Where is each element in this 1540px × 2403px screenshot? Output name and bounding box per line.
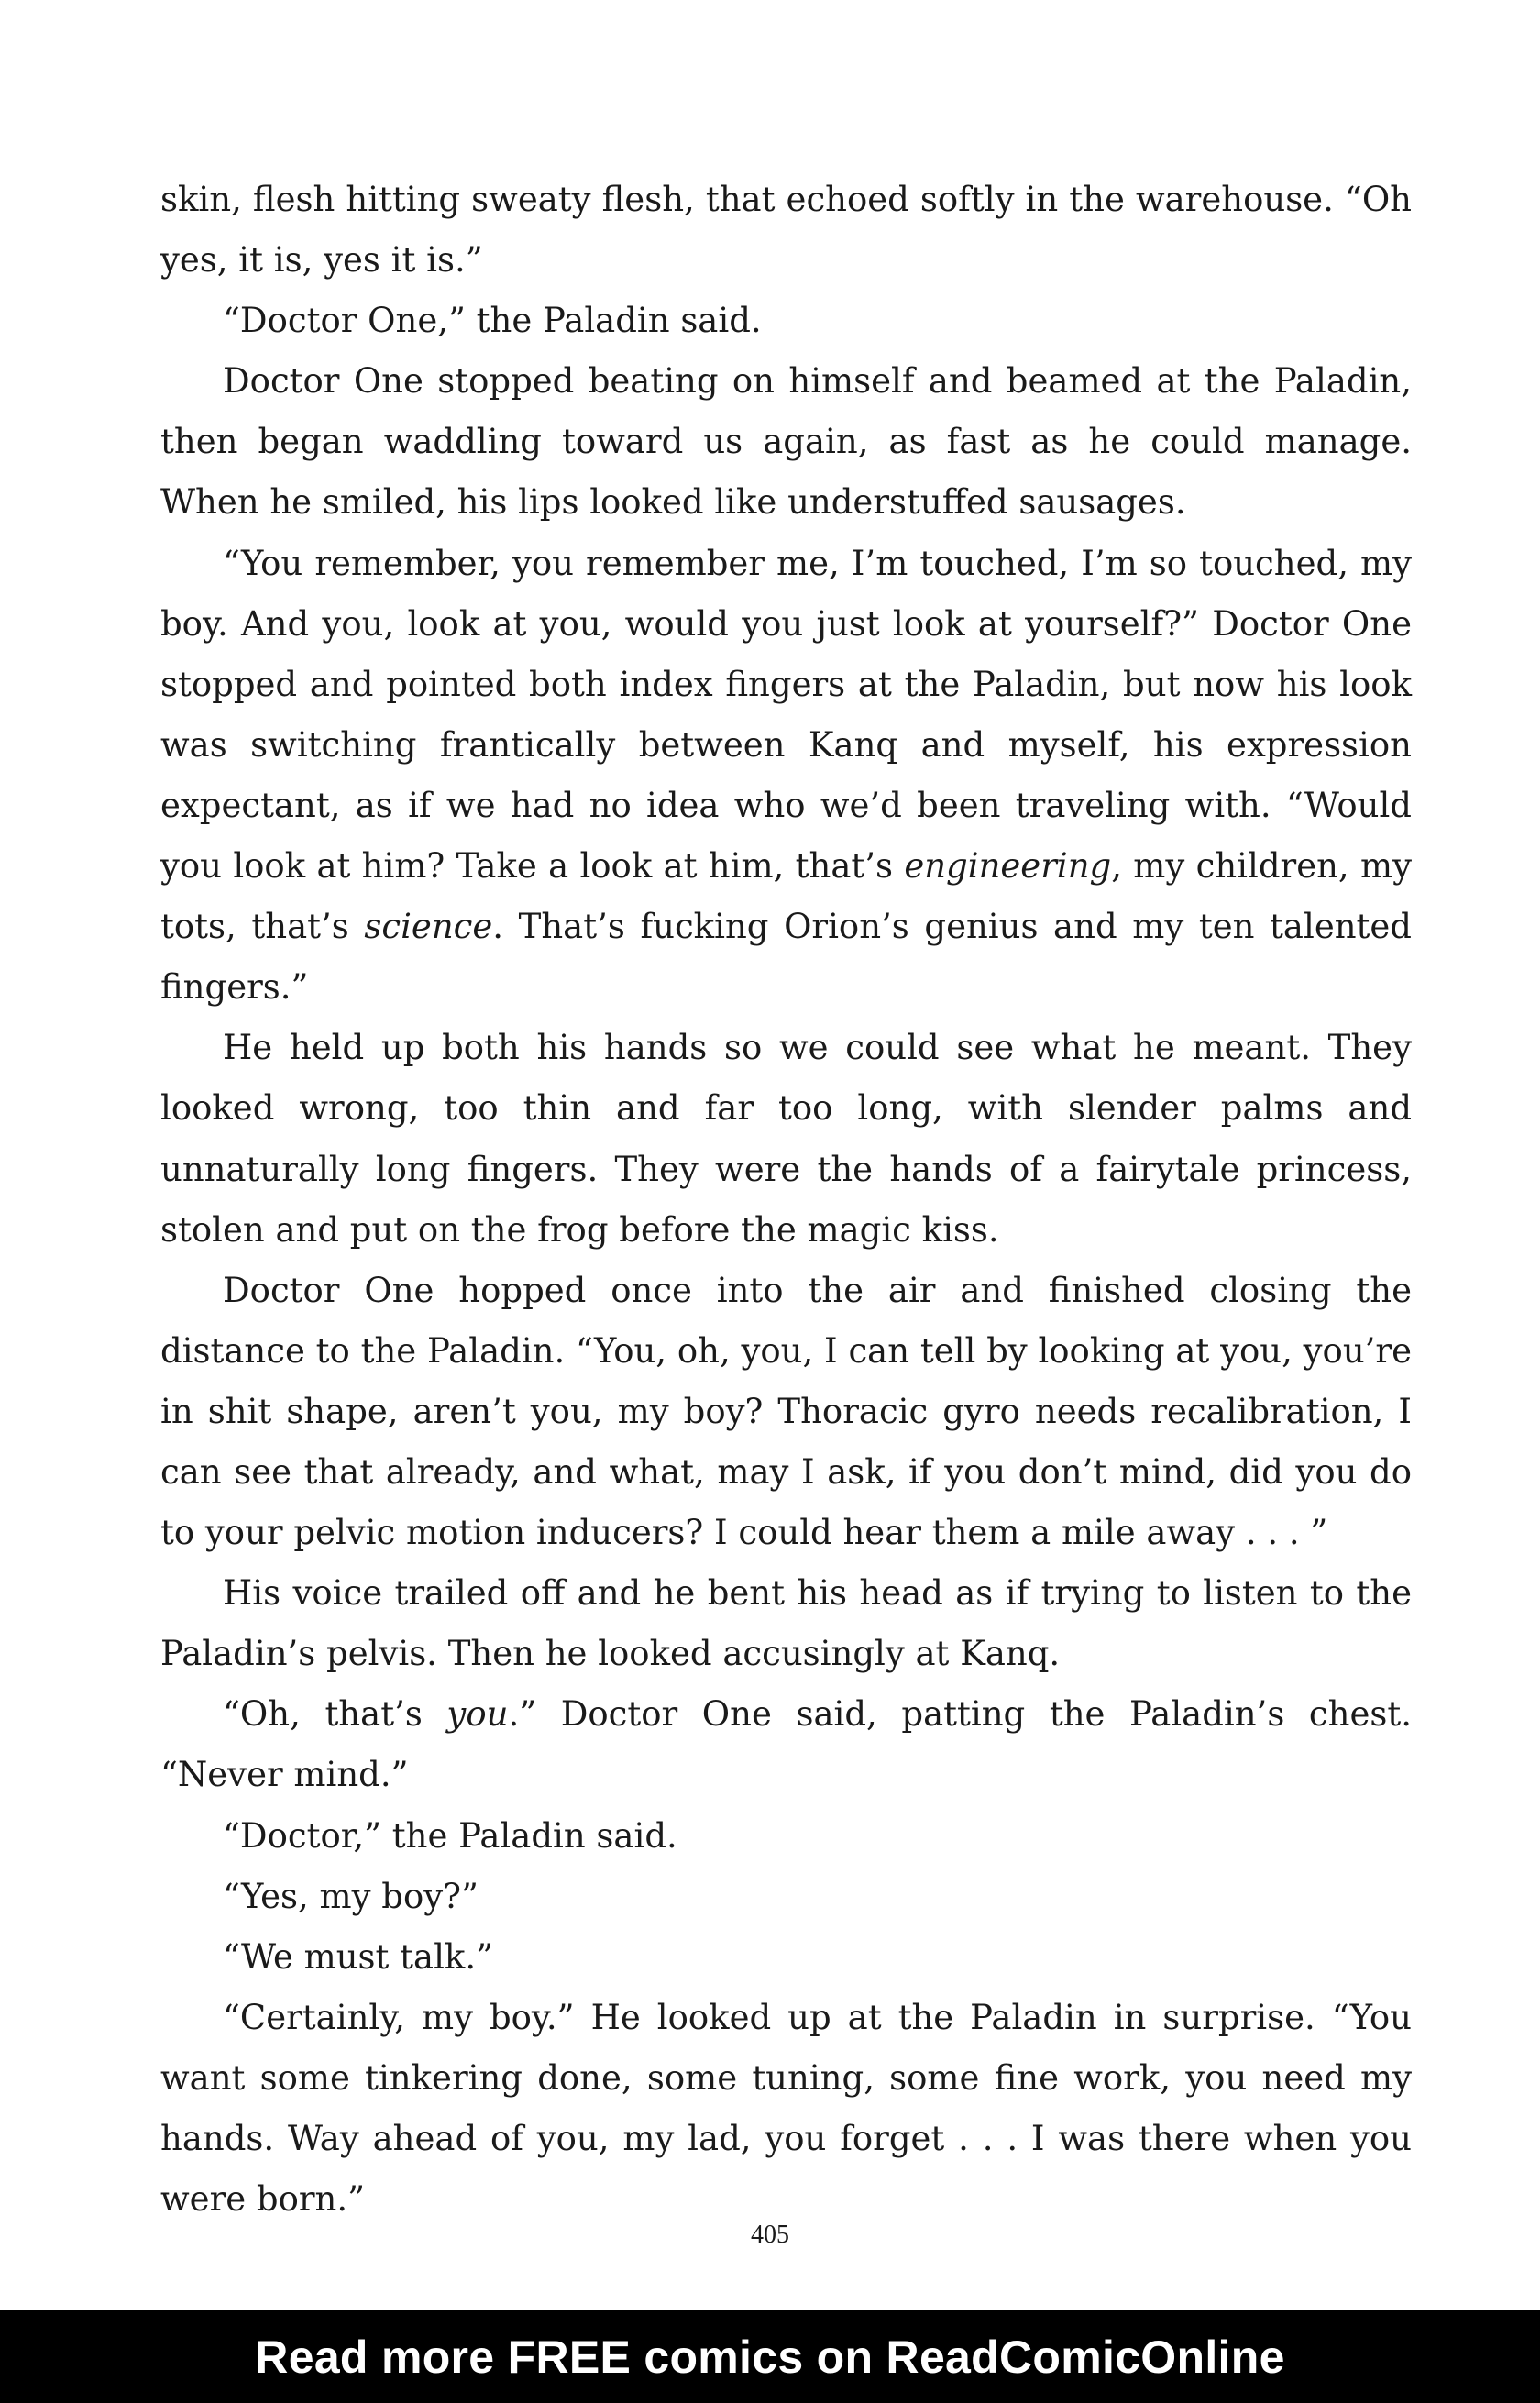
text-run: , my children, my tots, that’s [160,846,1412,947]
paragraph [160,351,1412,533]
text-run: “Doctor One,” the Paladin said. [223,301,762,341]
text-run: “We must talk.” [223,1936,494,1977]
paragraph [160,1988,1412,2230]
text-run: .” Doctor One said, patting the Paladin’s chest. “Never mind.” [160,1694,1412,1795]
paragraph [160,1806,1412,1867]
text-run: “Certainly, my boy.” He looked up at the Paladin in surprise. “You want some tinkering done, some tuning, some fine work, you need my hands. Way ahead of you, my lad, you forget . . . I was there when you were born.” [160,1997,1412,2220]
text-run: Doctor One hopped once into the air and finished closing the distance to the Paladin. “You, oh, you, I can tell by looking at you, you’re in shit shape, aren’t you, my boy? Thoracic gyro needs recalibration, I can see that already, and what, may I ask, if you don’t mind, did you do to your pelvic motion inducers? I could hear them a mile away . . . ” [160,1270,1412,1553]
paragraph [160,1018,1412,1260]
paragraph [160,534,1412,1019]
text-run: . That’s fucking Orion’s genius and my ten talented fingers.” [160,907,1412,1008]
text-run: “Yes, my boy?” [223,1876,478,1916]
paragraph [160,1563,1412,1684]
paragraph [160,1867,1412,1927]
paragraph [160,1927,1412,1988]
paragraph [160,1261,1412,1563]
paragraph [160,1684,1412,1805]
text-run: skin, flesh hitting sweaty flesh, that echoed softly in the warehouse. “Oh yes, it is, yes it is.” [160,180,1412,281]
text-run: His voice trailed off and he bent his head as if trying to listen to the Paladin’s pelvis. Then he looked accusingly at Kanq. [160,1573,1412,1674]
promo-banner-text[interactable]: Read more FREE comics on ReadComicOnline [255,2331,1285,2383]
italic-text: you [446,1694,509,1735]
text-run: “Oh, that’s [223,1694,447,1735]
italic-text: engineering [904,846,1112,887]
page-number: 405 [751,2221,789,2249]
promo-banner[interactable] [0,2310,1540,2403]
text-run: “You remember, you remember me, I’m touched, I’m so touched, my boy. And you, look at you, would you just look at yourself?” Doctor One stopped and pointed both index fingers at the Paladin, but now his look was switching frantically between Kanq and myself, his expression expectant, as if we had no idea who we’d been traveling with. “Would you look at him? Take a look at him, that’s [160,543,1412,887]
text-run: Doctor One stopped beating on himself and beamed at the Paladin, then began waddling toward us again, as fast as he could manage. When he smiled, his lips looked like understuffed sausages. [160,361,1412,523]
paragraph [160,291,1412,351]
text-run: He held up both his hands so we could see what he meant. They looked wrong, too thin and far too long, with slender palms and unnaturally long fingers. They were the hands of a fairytale princess, stolen and put on the frog before the magic kiss. [160,1028,1412,1250]
paragraph [160,170,1412,291]
body-text [160,170,1412,2230]
text-run: “Doctor,” the Paladin said. [223,1815,677,1856]
italic-text: science [364,907,493,947]
